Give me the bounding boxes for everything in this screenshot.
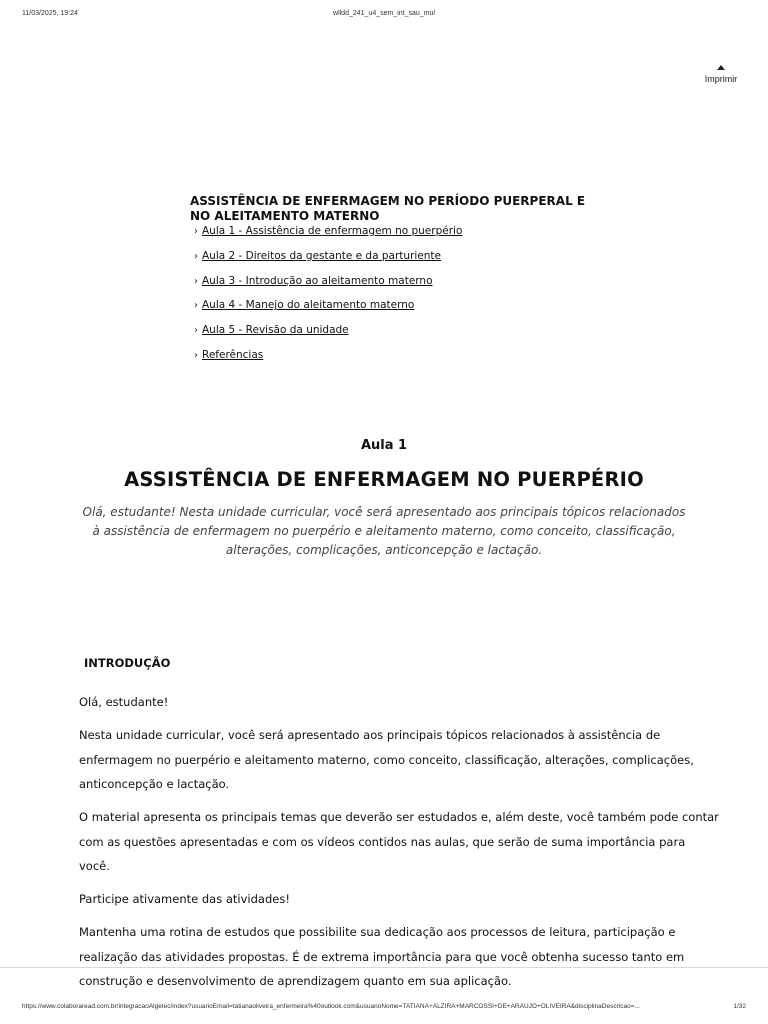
toc-link-aula-4[interactable]: Aula 4 - Manejo do aleitamento materno (202, 299, 415, 312)
lesson-intro: Olá, estudante! Nesta unidade curricular, você será apresentado aos principais tópicos relacionados à assistência de enfermagem no puerpério e aleitamento materno, como conceito, classificação, alterações, complicações, anticoncepção e lactação. (82, 505, 686, 557)
toc-link-aula-1[interactable]: Aula 1 - Assistência de enfermagem no puerpério (202, 225, 463, 237)
print-button-label: Imprimir (704, 74, 738, 84)
caret-up-icon (717, 65, 725, 70)
chevron-right-icon: › (194, 325, 198, 337)
paragraph: Olá, estudante! (79, 695, 169, 709)
introduction-heading: INTRODUÇÃO (84, 656, 171, 670)
introduction-body (79, 690, 719, 1002)
page-number: 1/32 (733, 1003, 746, 1010)
print-url: https://www.colaboraread.com.br/integracaoAlgetec/index?usuarioEmail=tatianaoliveira_enfermeira%40outlook.com&usuarioNome=TATIANA+ALZIRA+MARCOSSI+DE+ARAUJO+OLIVEIRA&disciplinaDescricao=... (22, 1003, 640, 1010)
table-of-contents (190, 194, 590, 374)
print-button[interactable] (693, 65, 749, 84)
chevron-right-icon: › (194, 226, 198, 237)
toc-title (190, 194, 590, 224)
chevron-right-icon: › (194, 349, 198, 361)
toc-link-aula-3[interactable]: Aula 3 - Introdução ao aleitamento materno (202, 274, 433, 287)
toc-title-line-1: ASSISTÊNCIA DE ENFERMAGEM NO PERÍODO PUERPERAL E (190, 194, 586, 208)
chevron-right-icon: › (194, 250, 198, 262)
toc-item (190, 275, 590, 288)
chevron-right-icon: › (194, 275, 198, 287)
print-datetime: 11/03/2025, 19:24 (22, 10, 78, 17)
toc-item (190, 324, 590, 337)
paragraph: Mantenha uma rotina de estudos que possibilite sua dedicação aos processos de leitura, participação e realização das atividades propostas. É de extrema importância para que você obtenha sucesso tanto em construção e desenvolvimento de aprendizagem quanto em sua aplicação. (79, 925, 685, 988)
toc-title-line-2: NO ALEITAMENTO MATERNO (190, 209, 380, 223)
paragraph: Nesta unidade curricular, você será apresentado aos principais tópicos relacionados à assistência de enfermagem no puerpério e aleitamento materno, como conceito, classificação, alterações, complicações, anticoncepção e lactação. (79, 728, 694, 791)
paragraph: O material apresenta os principais temas que deverão ser estudados e, além deste, você também pode contar com as questões apresentadas e com os vídeos contidos nas aulas, que serão de suma importância para você. (79, 810, 719, 873)
lesson-label: Aula 1 (360, 438, 408, 453)
toc-link-referencias[interactable]: Referências (202, 348, 264, 361)
toc-item (190, 250, 590, 263)
toc-link-aula-2[interactable]: Aula 2 - Direitos da gestante e da parturiente (202, 249, 441, 262)
footer-divider (0, 967, 768, 968)
toc-item (190, 225, 590, 238)
toc-item (190, 299, 590, 312)
lesson-title: ASSISTÊNCIA DE ENFERMAGEM NO PUERPÉRIO (124, 468, 644, 491)
chevron-right-icon: › (194, 300, 198, 312)
print-document-title: wlldd_241_u4_sem_int_sau_mul (333, 10, 435, 17)
toc-item (190, 349, 590, 362)
paragraph: Participe ativamente das atividades! (79, 892, 290, 906)
toc-list (190, 225, 590, 362)
toc-link-aula-5[interactable]: Aula 5 - Revisão da unidade (202, 324, 349, 337)
